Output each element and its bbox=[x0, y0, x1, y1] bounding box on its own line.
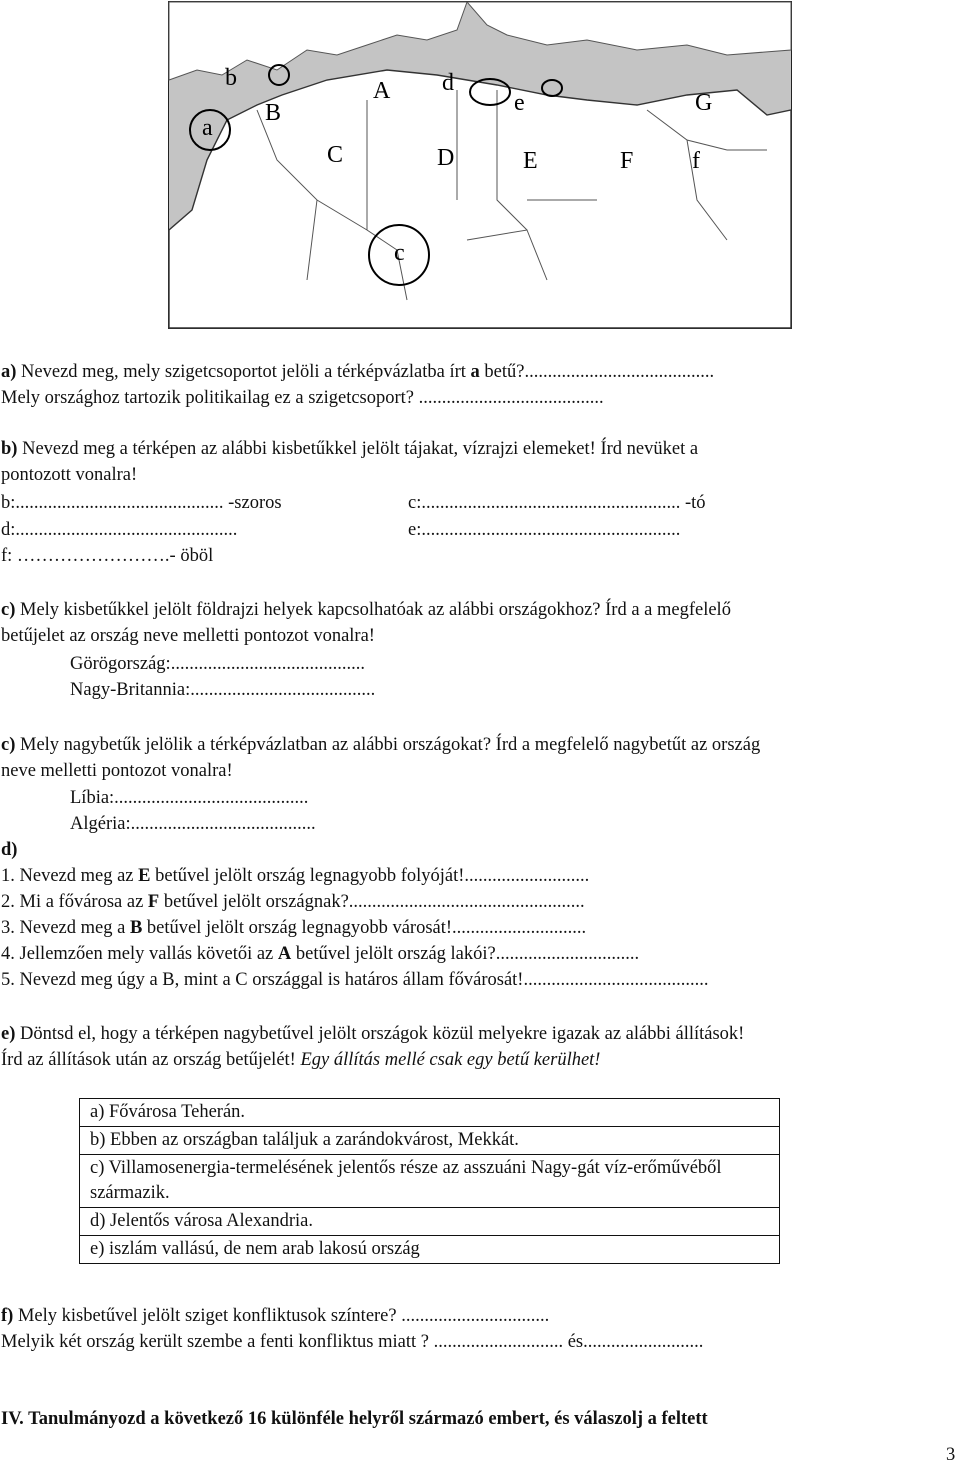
map-label-F: F bbox=[620, 148, 634, 174]
answer-libya: Líbia:.......................................... bbox=[70, 788, 309, 808]
question-c1-line1: c) Mely kisbetűkkel jelölt földrajzi helyek kapcsolhatóak az alábbi országokhoz? Írd a a megfelelő bbox=[1, 600, 731, 620]
page-number: 3 bbox=[946, 1445, 956, 1465]
answer-b: b:............................................. -szoros bbox=[1, 493, 282, 513]
map-label-B: B bbox=[265, 100, 282, 126]
answer-uk: Nagy-Britannia:........................................ bbox=[70, 680, 376, 700]
answer-e: e:........................................................ bbox=[408, 520, 681, 540]
answer-c: c:........................................................ -tó bbox=[408, 493, 706, 513]
statement-row: e) iszlám vallású, de nem arab lakosú ország bbox=[80, 1236, 780, 1264]
question-c2-line1: c) Mely nagybetűk jelölik a térképvázlatban az alábbi országokat? Írd a megfelelő nagybetűt az ország bbox=[1, 735, 761, 755]
question-d-label: d) bbox=[1, 840, 18, 860]
question-c1-line2: betűjelet az ország neve melletti pontozot vonalra! bbox=[1, 626, 375, 646]
statements-table bbox=[79, 1098, 780, 1264]
question-d4: 4. Jellemzően mely vallás követői az A betűvel jelölt ország lakói?............................... bbox=[1, 944, 640, 964]
answer-greece: Görögország:.......................................... bbox=[70, 654, 365, 674]
question-f-line1: f) Mely kisbetűvel jelölt sziget konfliktusok színtere? ................................ bbox=[1, 1306, 550, 1326]
question-d1: 1. Nevezd meg az E betűvel jelölt ország legnagyobb folyóját!........................... bbox=[1, 866, 590, 886]
statement-row: a) Fővárosa Teherán. bbox=[80, 1099, 780, 1127]
question-f-line2: Melyik két ország került szembe a fenti konfliktus miatt ? ............................ és.......................... bbox=[1, 1332, 704, 1352]
map-label-d: d bbox=[442, 70, 454, 96]
map-label-e: e bbox=[514, 90, 525, 116]
answer-d: d:................................................ bbox=[1, 520, 238, 540]
statement-row: c) Villamosenergia-termelésének jelentős része az asszuáni Nagy-gát víz-erőművéből származik. bbox=[80, 1155, 780, 1208]
question-e-line2: Írd az állítások után az ország betűjelét! Egy állítás mellé csak egy betű kerülhet! bbox=[1, 1050, 601, 1070]
section-4-heading: IV. Tanulmányozd a következő 16 különféle helyről származó embert, és válaszolj a feltett bbox=[1, 1409, 708, 1429]
map-label-b: b bbox=[225, 65, 237, 91]
question-e-line1: e) Döntsd el, hogy a térképen nagybetűvel jelölt országok közül melyekre igazak az alábbi állítások! bbox=[1, 1024, 745, 1044]
question-a-line2: Mely országhoz tartozik politikailag ez a szigetcsoport? ........................................ bbox=[1, 388, 604, 408]
map-label-D: D bbox=[437, 145, 455, 171]
question-d5: 5. Nevezd meg úgy a B, mint a C országgal is határos állam fővárosát!........................................ bbox=[1, 970, 709, 990]
question-b-line2: pontozott vonalra! bbox=[1, 465, 138, 485]
question-b-line1: b) Nevezd meg a térképen az alábbi kisbetűkkel jelölt tájakat, vízrajzi elemeket! Írd nevüket a bbox=[1, 439, 699, 459]
statement-row: b) Ebben az országban találjuk a zarándokvárost, Mekkát. bbox=[80, 1127, 780, 1155]
map-label-A: A bbox=[373, 78, 391, 104]
map-label-f: f bbox=[692, 148, 700, 174]
map-label-E: E bbox=[523, 148, 538, 174]
map-label-C: C bbox=[327, 142, 344, 168]
answer-algeria: Algéria:........................................ bbox=[70, 814, 316, 834]
question-d3: 3. Nevezd meg a B betűvel jelölt ország legnagyobb városát!............................. bbox=[1, 918, 587, 938]
question-a-line1: a) Nevezd meg, mely szigetcsoportot jelöli a térképvázlatba írt a betű?......................................... bbox=[1, 362, 715, 382]
map-label-c: c bbox=[394, 240, 405, 266]
question-c2-line2: neve melletti pontozot vonalra! bbox=[1, 761, 233, 781]
map-sketch bbox=[167, 0, 793, 330]
map-label-G: G bbox=[695, 90, 713, 116]
statement-row: d) Jelentős városa Alexandria. bbox=[80, 1208, 780, 1236]
map-label-a: a bbox=[202, 115, 213, 141]
question-d2: 2. Mi a fővárosa az F betűvel jelölt országnak?................................................... bbox=[1, 892, 585, 912]
answer-f: f: …………………….- öböl bbox=[1, 546, 214, 566]
